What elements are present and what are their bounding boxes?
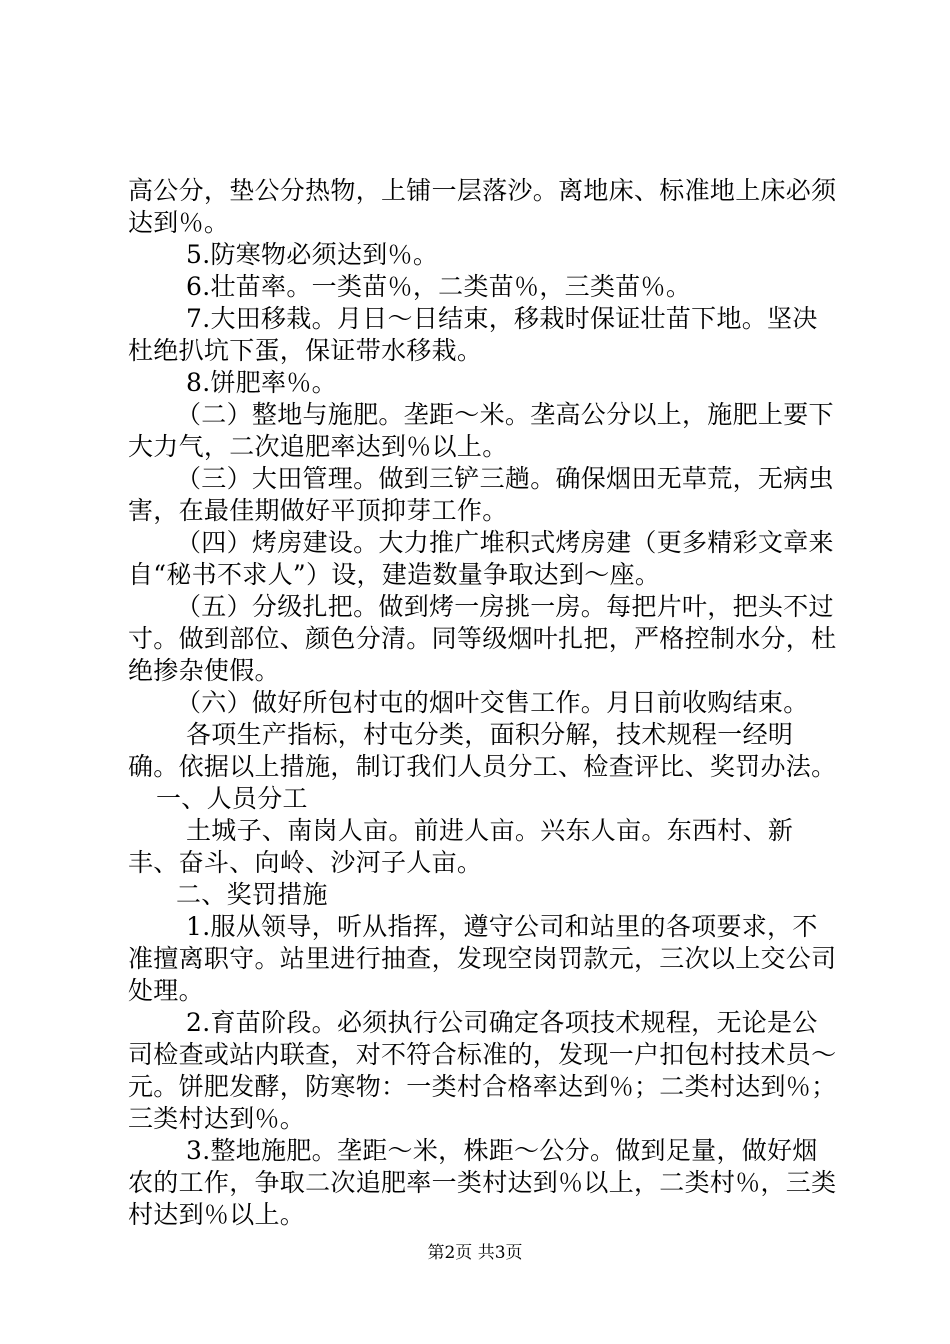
section-heading: 二、奖罚措施 [176,880,328,909]
section-heading: 一、人员分工 [156,784,308,813]
paragraph: 5.防寒物必须达到％。 [186,240,439,269]
paragraph: （四）烤房建设。大力推广堆积式烤房建（更多精彩文章来自“秘书不求人”）设，建造数量争取达到～座。 [128,528,834,589]
document-body [128,175,838,1231]
paragraph: （二）整地与施肥。垄距～米。垄高公分以上，施肥上要下大力气，二次追肥率达到％以上。 [128,400,834,461]
paragraph: 高公分，垫公分热物，上铺一层落沙。离地床、标准地上床必须达到％。 [128,176,837,237]
paragraph: 6.壮苗率。一类苗％，二类苗％，三类苗％。 [186,272,692,301]
paragraph: （六）做好所包村屯的烟叶交售工作。月日前收购结束。 [176,688,809,717]
paragraph: 1.服从领导，听从指挥，遵守公司和站里的各项要求，不准擅离职守。站里进行抽查，发现空岗罚款元，三次以上交公司处理。 [128,912,837,1005]
paragraph: 土城子、南岗人亩。前进人亩。兴东人亩。东西村、新丰、奋斗、向岭、沙河子人亩。 [128,816,794,877]
page-footer [0,1243,950,1263]
paragraph: 各项生产指标，村屯分类，面积分解，技术规程一经明确。依据以上措施，制订我们人员分工、检查评比、奖罚办法。 [128,720,837,781]
page-number-label: 第2页 共3页 [427,1243,523,1263]
paragraph: （五）分级扎把。做到烤一房挑一房。每把片叶，把头不过寸。做到部位、颜色分清。同等级烟叶扎把，严格控制水分，杜绝掺杂使假。 [128,592,837,685]
paragraph: 3.整地施肥。垄距～米，株距～公分。做到足量，做好烟农的工作，争取二次追肥率一类村达到％以上，二类村％，三类村达到％以上。 [128,1136,837,1229]
paragraph: 8.饼肥率％。 [186,368,337,397]
paragraph: （三）大田管理。做到三铲三趟。确保烟田无草荒，无病虫害，在最佳期做好平顶抑芽工作。 [128,464,834,525]
paragraph: 2.育苗阶段。必须执行公司确定各项技术规程，无论是公司检查或站内联查，对不符合标准的，发现一户扣包村技术员～元。饼肥发酵，防寒物：一类村合格率达到％；二类村达到％；三类村达到％。 [128,1008,837,1133]
paragraph: 7.大田移栽。月日～日结束，移栽时保证壮苗下地。坚决杜绝扒坑下蛋，保证带水移栽。 [128,304,818,365]
